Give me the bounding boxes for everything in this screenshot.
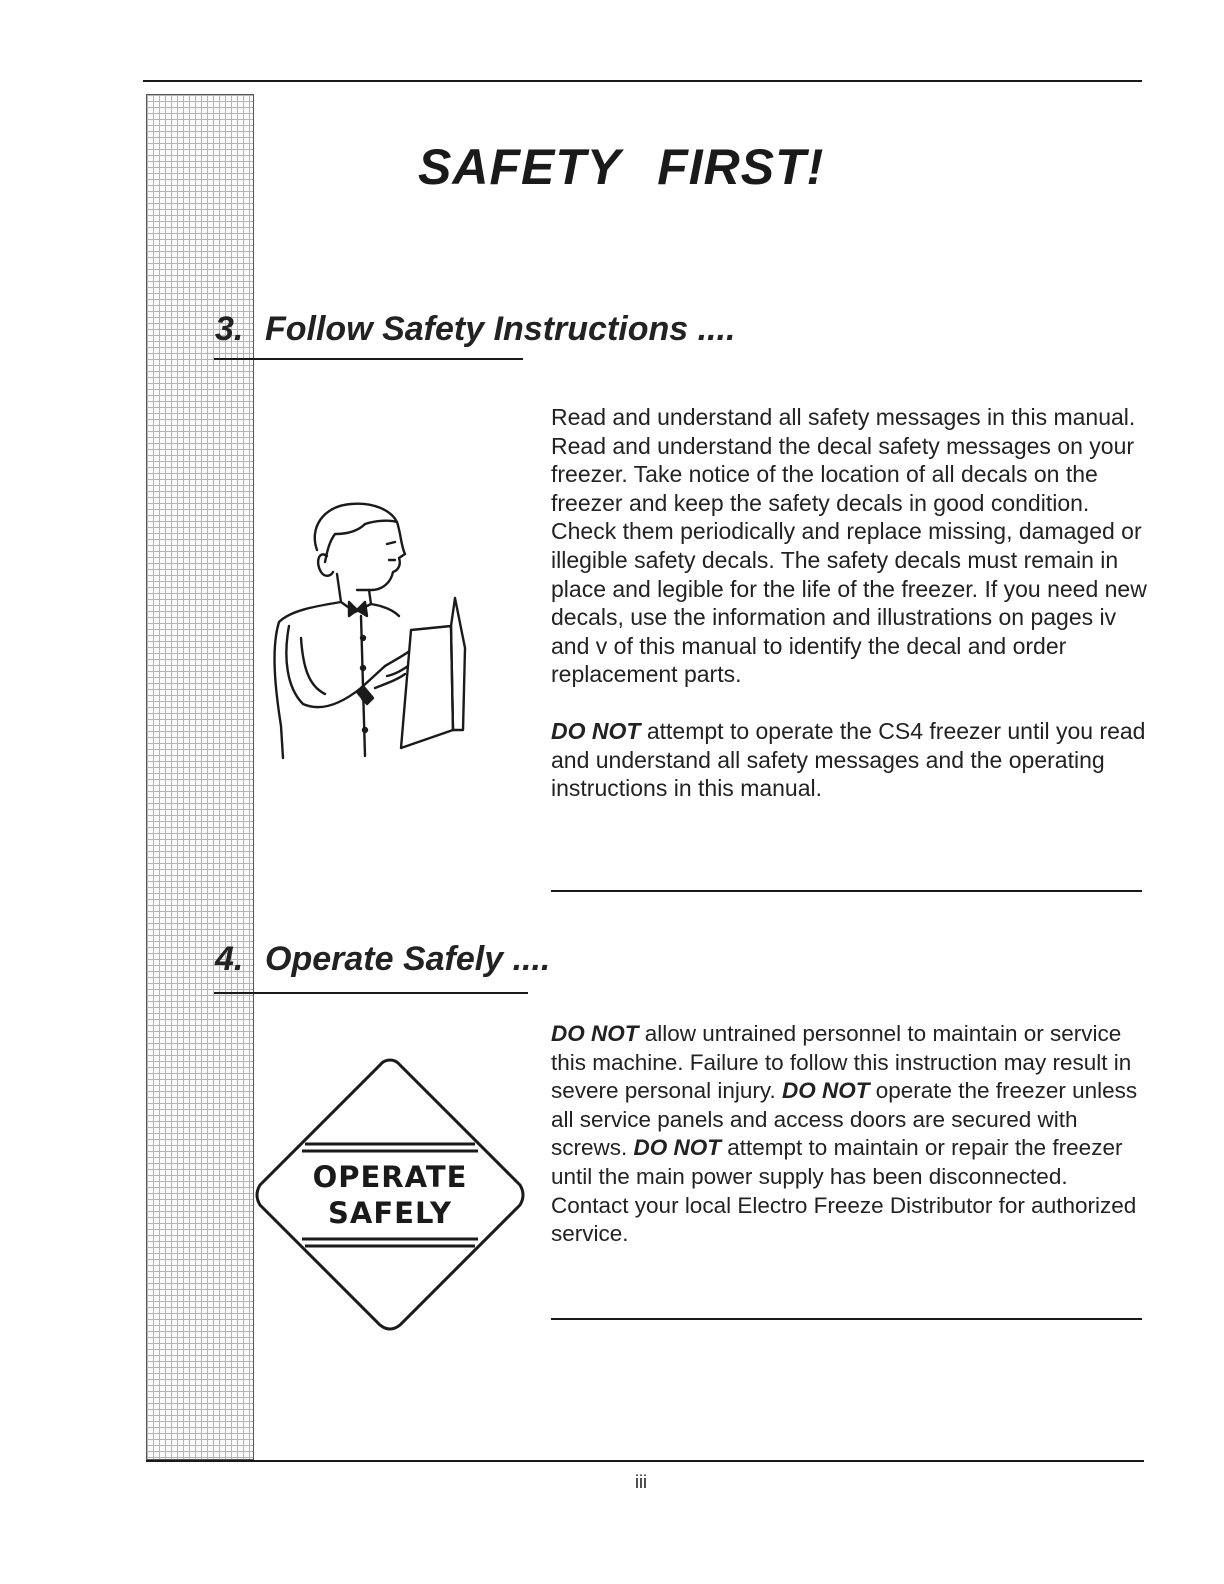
section-4-paragraph <box>551 1020 1151 1249</box>
do-not-emphasis: DO NOT <box>781 1078 870 1104</box>
sign-text-line-1: OPERATE <box>312 1160 468 1194</box>
page-number: iii <box>635 1472 647 1492</box>
section-3-body <box>551 403 1151 803</box>
person-reading-manual-icon <box>265 498 480 763</box>
body-text-part: operate the freezer unless all service panels and access doors are secured with screws. <box>551 1078 1138 1161</box>
section-3-paragraph: Read and understand all safety messages in this manual. Read and understand the decal safety messages on your freezer. Take notice of the location of all decals on the freezer and keep the safety decals in good condition. Check them periodically and replace missing, damaged or illegible safety decals. The safety decals must remain in place and legible for the life of the freezer. If you need new decals, use the information and illustrations on pages iv and v of this manual to identify the decal and order replacement parts. <box>551 404 1147 688</box>
section-title: Follow Safety Instructions .... <box>265 310 736 348</box>
section-3-warning <box>551 717 1151 803</box>
section-4-body <box>551 1020 1151 1249</box>
do-not-emphasis: DO NOT <box>551 1021 639 1046</box>
operate-safely-sign-icon <box>250 1056 530 1334</box>
section-3-heading <box>215 310 735 349</box>
grid-pattern-sidebar <box>146 94 254 1460</box>
bottom-rule <box>146 1460 1144 1462</box>
section-number: 4. <box>215 940 244 978</box>
do-not-emphasis: DO NOT <box>551 717 641 744</box>
do-not-emphasis: DO NOT <box>633 1135 722 1161</box>
top-rule <box>143 80 1142 82</box>
section-4-divider <box>551 1318 1142 1320</box>
body-text-part: allow untrained personnel to maintain or service this machine. Failure to follow this instruction may result in severe personal injury. <box>551 1021 1132 1104</box>
page-title: SAFETY FIRST! <box>418 139 825 195</box>
section-3-divider <box>551 890 1142 892</box>
section-4-underline <box>214 992 528 994</box>
section-3-underline <box>214 358 523 360</box>
section-4-heading <box>215 940 550 979</box>
body-text-part: attempt to maintain or repair the freezer until the main power supply has been disconnected. Contact your local Electro Freeze Distributor for authorized service. <box>551 1135 1137 1247</box>
section-number: 3. <box>215 310 244 348</box>
sign-text-line-2: SAFELY <box>328 1196 452 1230</box>
section-title: Operate Safely .... <box>265 940 551 978</box>
warning-text: attempt to operate the CS4 freezer until you read and understand all safety messages and the operating instructions in this manual. <box>551 717 1146 802</box>
